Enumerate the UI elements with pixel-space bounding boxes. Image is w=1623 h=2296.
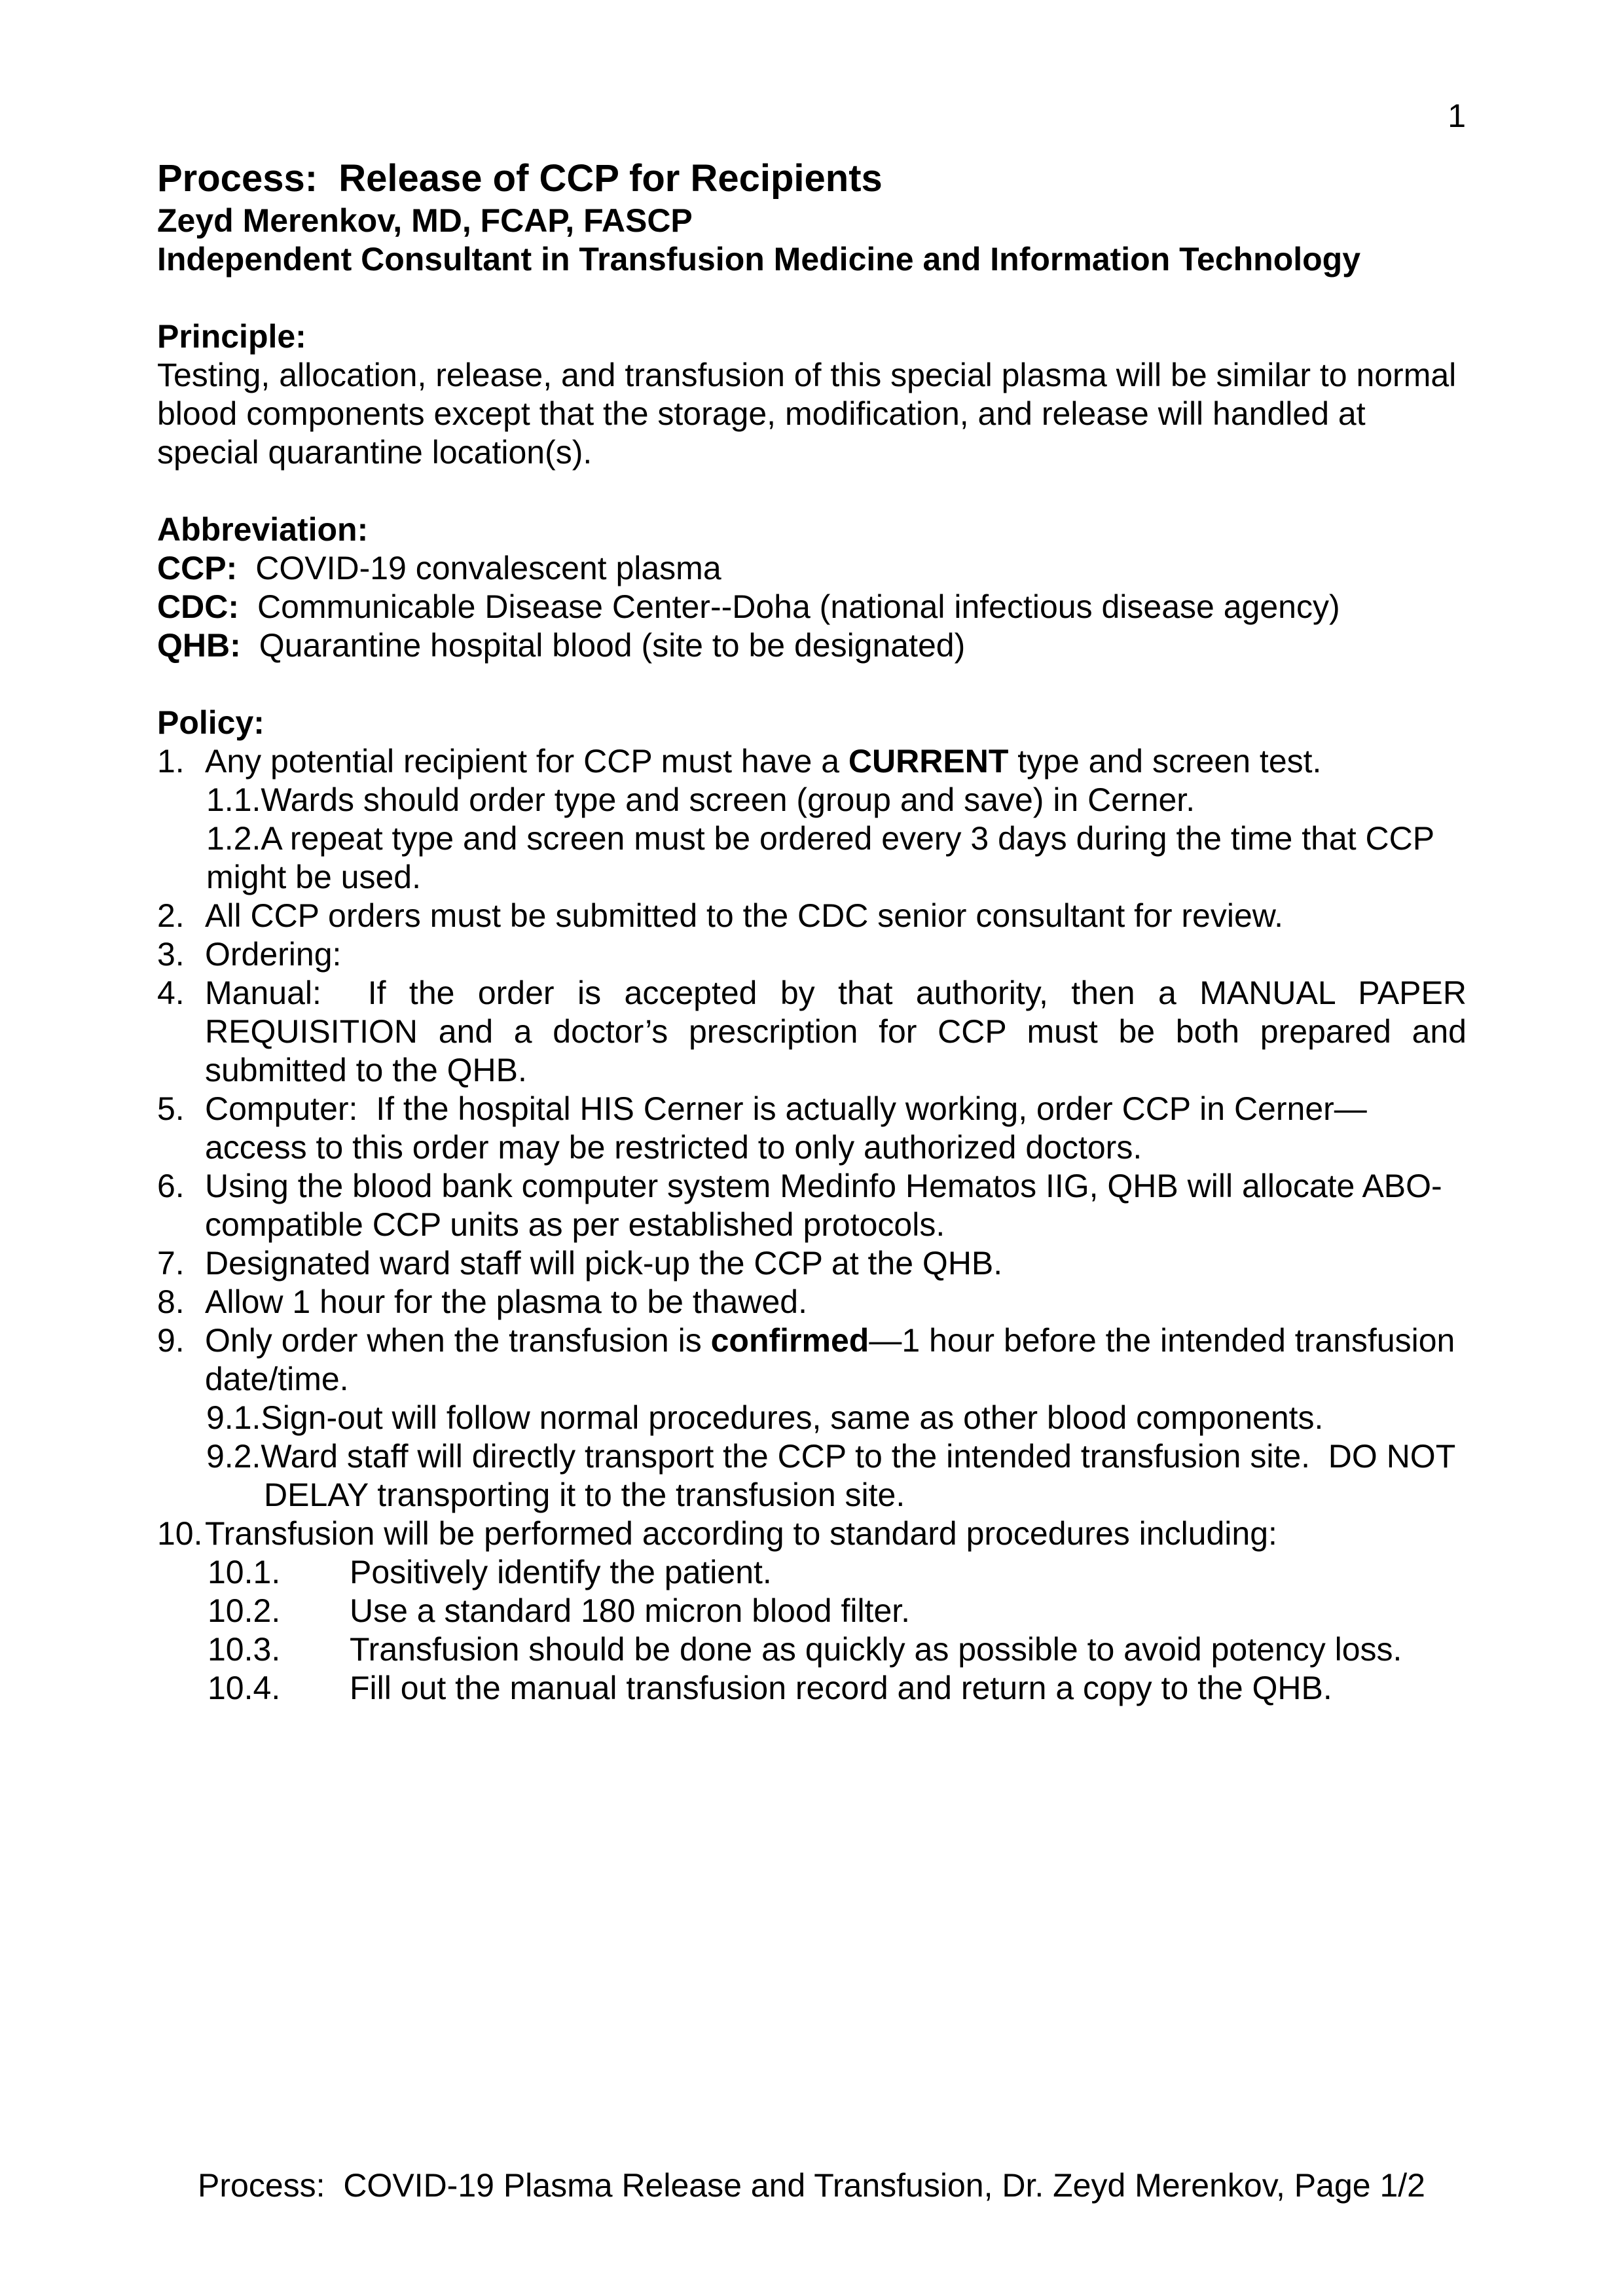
policy-item-number: 1. bbox=[157, 743, 185, 780]
abbreviation-term: QHB: bbox=[157, 627, 241, 664]
policy-item-9 bbox=[157, 1321, 1467, 1399]
policy-item-10-1 bbox=[208, 1553, 1467, 1592]
policy-item-text-segment: type and screen test. bbox=[1008, 743, 1322, 780]
policy-item-number: 9.2. bbox=[206, 1438, 261, 1475]
policy-item-number: 10.1. bbox=[208, 1554, 281, 1590]
bold-keyword: confirmed bbox=[710, 1322, 869, 1359]
policy-item-text: Ward staff will directly transport the CCP to the intended transfusion site. DO NOT DELAY transporting it to the transfusion site. bbox=[261, 1438, 1455, 1513]
policy-item-text: Use a standard 180 micron blood filter. bbox=[350, 1592, 911, 1629]
policy-item-number: 1.1. bbox=[206, 781, 261, 818]
policy-item-10-4 bbox=[208, 1669, 1467, 1708]
policy-item-text: Designated ward staff will pick-up the CCP at the QHB. bbox=[205, 1245, 1003, 1282]
author-role: Independent Consultant in Transfusion Medicine and Information Technology bbox=[157, 241, 1361, 278]
author-name: Zeyd Merenkov, MD, FCAP, FASCP bbox=[157, 202, 693, 239]
policy-item-10 bbox=[157, 1515, 1467, 1553]
policy-item-text: Transfusion should be done as quickly as possible to avoid potency loss. bbox=[350, 1631, 1402, 1668]
abbreviation-row-ccp bbox=[157, 549, 1467, 588]
policy-item-text: A repeat type and screen must be ordered every 3 days during the time that CCP might be used. bbox=[206, 820, 1434, 895]
policy-item-9-1 bbox=[206, 1399, 1467, 1437]
policy-item-text-segment: —1 hour before the intended transfusion date/time. bbox=[205, 1322, 1455, 1397]
policy-item-text bbox=[205, 742, 1467, 781]
abbreviation-heading: Abbreviation: bbox=[157, 511, 369, 548]
abbreviation-definition: Quarantine hospital blood (site to be designated) bbox=[259, 627, 966, 664]
policy-item-number: 9.1. bbox=[206, 1399, 261, 1436]
principle-body: Testing, allocation, release, and transfusion of this special plasma will be similar to normal blood components except that the storage, modification, and release will handled at special quarantine location(s). bbox=[157, 357, 1457, 471]
policy-item-number: 7. bbox=[157, 1245, 185, 1282]
policy-item-5 bbox=[157, 1090, 1467, 1167]
policy-item-number: 10.4. bbox=[208, 1670, 281, 1706]
document-content bbox=[157, 156, 1467, 1708]
abbreviation-row-cdc bbox=[157, 588, 1467, 626]
abbreviation-section bbox=[157, 511, 1467, 665]
policy-item-7 bbox=[157, 1244, 1467, 1283]
policy-item-number: 3. bbox=[157, 936, 185, 973]
document-title: Process: Release of CCP for Recipients bbox=[157, 157, 883, 200]
policy-item-text: Fill out the manual transfusion record and return a copy to the QHB. bbox=[350, 1670, 1332, 1706]
policy-item-text: Wards should order type and screen (group and save) in Cerner. bbox=[261, 781, 1195, 818]
page-footer: Process: COVID-19 Plasma Release and Transfusion, Dr. Zeyd Merenkov, Page 1/2 bbox=[198, 2167, 1425, 2204]
policy-item-number: 5. bbox=[157, 1090, 185, 1127]
policy-item-number: 10.3. bbox=[208, 1631, 281, 1668]
policy-item-text bbox=[205, 1321, 1467, 1399]
policy-item-text: Sign-out will follow normal procedures, same as other blood components. bbox=[261, 1399, 1324, 1436]
abbreviation-term: CDC: bbox=[157, 588, 239, 625]
bold-keyword: CURRENT bbox=[848, 743, 1009, 780]
policy-item-8 bbox=[157, 1283, 1467, 1321]
policy-heading: Policy: bbox=[157, 704, 264, 741]
policy-item-number: 4. bbox=[157, 975, 185, 1011]
policy-item-6 bbox=[157, 1167, 1467, 1244]
policy-item-text: Allow 1 hour for the plasma to be thawed. bbox=[205, 1283, 807, 1320]
policy-item-text: Manual: If the order is accepted by that authority, then a MANUAL PAPER REQUISITION and a doctor’s prescription for CCP must be both prepared and submitted to the QHB. bbox=[205, 975, 1467, 1088]
policy-item-text: Computer: If the hospital HIS Cerner is actually working, order CCP in Cerner—access to this order may be restricted to only authorized doctors. bbox=[205, 1090, 1367, 1166]
policy-item-number: 8. bbox=[157, 1283, 185, 1320]
policy-item-text: Positively identify the patient. bbox=[350, 1554, 772, 1590]
policy-item-number: 10. bbox=[157, 1515, 203, 1552]
policy-item-10-2 bbox=[208, 1592, 1467, 1630]
policy-item-number: 6. bbox=[157, 1168, 185, 1204]
policy-item-1-1 bbox=[206, 781, 1467, 819]
policy-item-text: Ordering: bbox=[205, 936, 342, 973]
principle-heading: Principle: bbox=[157, 318, 306, 355]
policy-item-10-3 bbox=[208, 1630, 1467, 1669]
policy-item-text: Transfusion will be performed according to standard procedures including: bbox=[205, 1515, 1277, 1552]
page-number: 1 bbox=[1448, 98, 1466, 134]
policy-item-2 bbox=[157, 897, 1467, 935]
policy-item-1-2 bbox=[206, 819, 1467, 897]
principle-section bbox=[157, 317, 1467, 472]
policy-item-text: Using the blood bank computer system Medinfo Hematos IIG, QHB will allocate ABO-compatible CCP units as per established protocols. bbox=[205, 1168, 1442, 1243]
policy-item-3 bbox=[157, 935, 1467, 974]
policy-item-number: 2. bbox=[157, 897, 185, 934]
policy-item-text-segment: Any potential recipient for CCP must have a bbox=[205, 743, 848, 780]
abbreviation-definition: Communicable Disease Center--Doha (national infectious disease agency) bbox=[257, 588, 1340, 625]
policy-item-4 bbox=[157, 974, 1467, 1090]
policy-item-number: 1.2. bbox=[206, 820, 261, 857]
abbreviation-row-qhb bbox=[157, 626, 1467, 665]
policy-item-1 bbox=[157, 742, 1467, 781]
policy-item-9-2 bbox=[206, 1437, 1467, 1515]
policy-section bbox=[157, 704, 1467, 1708]
abbreviation-definition: COVID-19 convalescent plasma bbox=[255, 550, 721, 586]
policy-item-text-segment: Only order when the transfusion is bbox=[205, 1322, 711, 1359]
abbreviation-term: CCP: bbox=[157, 550, 238, 586]
policy-item-number: 10.2. bbox=[208, 1592, 281, 1629]
policy-item-number: 9. bbox=[157, 1322, 185, 1359]
policy-item-text: All CCP orders must be submitted to the CDC senior consultant for review. bbox=[205, 897, 1283, 934]
